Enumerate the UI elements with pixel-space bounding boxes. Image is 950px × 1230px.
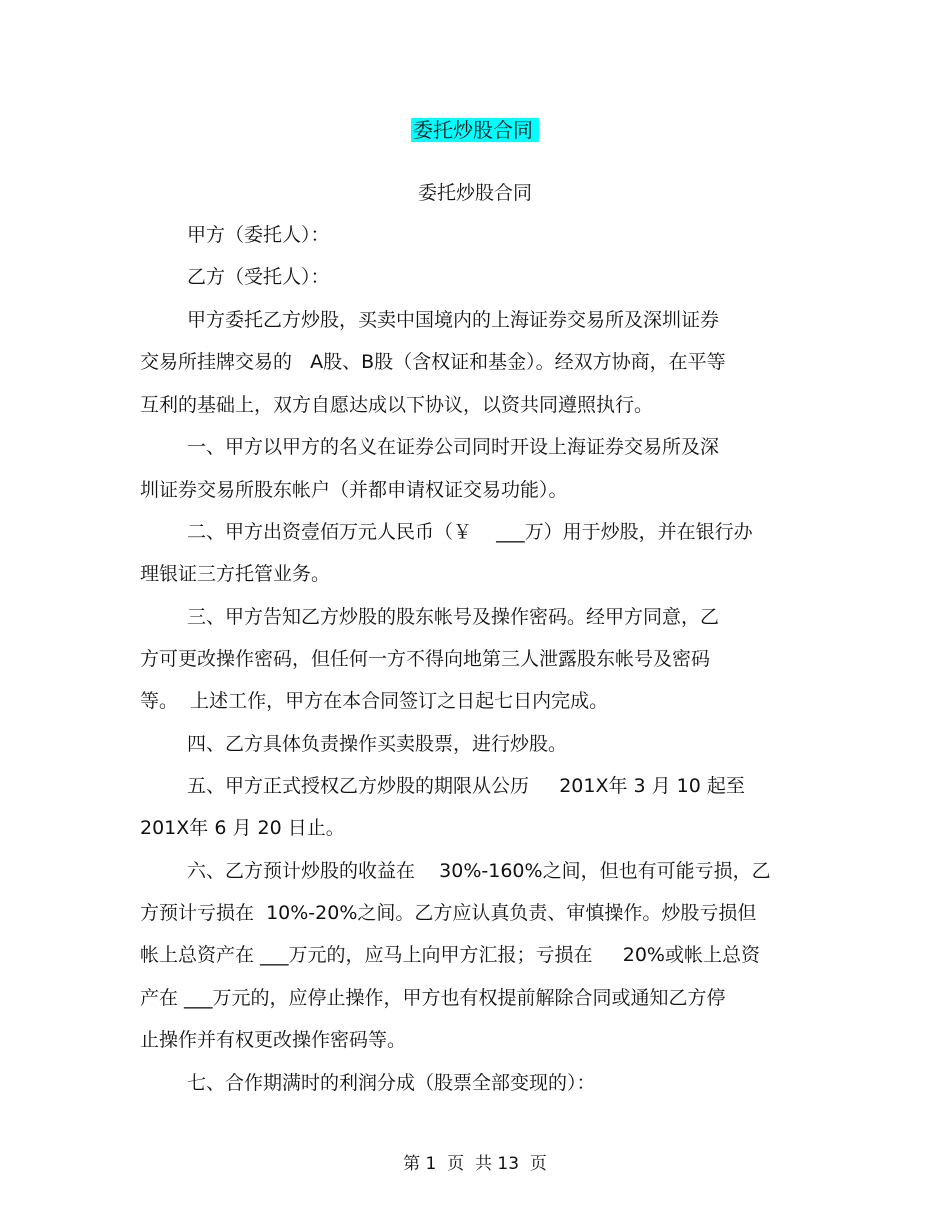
clause-7-line-1: 七、合作期满时的利润分成（股票全部变现的）： xyxy=(187,1072,596,1094)
clause-1-line-1: 一、甲方以甲方的名义在证券公司同时开设上海证券交易所及深 xyxy=(187,436,720,458)
document-title-text: 委托炒股合同 xyxy=(411,118,539,142)
clause-5-line-1: 五、甲方正式授权乙方炒股的期限从公历 201X年 3 月 10 起至 xyxy=(187,775,745,797)
clause-3-line-2: 方可更改操作密码，但任何一方不得向地第三人泄露股东帐号及密码 xyxy=(140,648,711,670)
clause-6-line-5: 止操作并有权更改操作密码等。 xyxy=(140,1029,407,1051)
clause-6-line-4: 产在 ___万元的，应停止操作，甲方也有权提前解除合同或通知乙方停 xyxy=(140,987,726,1009)
clause-5-line-2: 201X年 6 月 20 日止。 xyxy=(140,817,345,839)
clause-1-line-2: 圳证券交易所股东帐户（并都申请权证交易功能）。 xyxy=(140,479,568,501)
clause-6-line-3: 帐上总资产在 ___万元的，应马上向甲方汇报；亏损在 20%或帐上总资 xyxy=(140,944,760,966)
document-title xyxy=(0,114,950,146)
intro-line-2: 交易所挂牌交易的 A股、B股（含权证和基金）。经双方协商，在平等 xyxy=(140,351,726,373)
intro-line-3: 互利的基础上，双方自愿达成以下协议，以资共同遵照执行。 xyxy=(140,394,654,416)
clause-3-line-3: 等。 上述工作，甲方在本合同签订之日起七日内完成。 xyxy=(140,690,609,712)
clause-2-line-2: 理银证三方托管业务。 xyxy=(140,563,331,585)
document-subtitle: 委托炒股合同 xyxy=(417,182,532,204)
clause-6-line-2: 方预计亏损在 10%-20%之间。乙方应认真负责、审慎操作。炒股亏损但 xyxy=(140,902,757,924)
party-a-line: 甲方（委托人）： xyxy=(187,224,330,246)
party-b-line: 乙方（受托人）： xyxy=(187,266,330,288)
clause-3-line-1: 三、甲方告知乙方炒股的股东帐号及操作密码。经甲方同意，乙 xyxy=(187,606,720,628)
clause-4-line-1: 四、乙方具体负责操作买卖股票，进行炒股。 xyxy=(187,733,568,755)
page-number-footer: 第 1 页 共 13 页 xyxy=(403,1154,547,1174)
intro-line-1: 甲方委托乙方炒股，买卖中国境内的上海证券交易所及深圳证券 xyxy=(187,309,720,331)
clause-6-line-1: 六、乙方预计炒股的收益在 30%-160%之间，但也有可能亏损，乙 xyxy=(187,860,771,882)
clause-2-line-1: 二、甲方出资壹佰万元人民币（￥ ___万）用于炒股，并在银行办 xyxy=(187,521,753,543)
